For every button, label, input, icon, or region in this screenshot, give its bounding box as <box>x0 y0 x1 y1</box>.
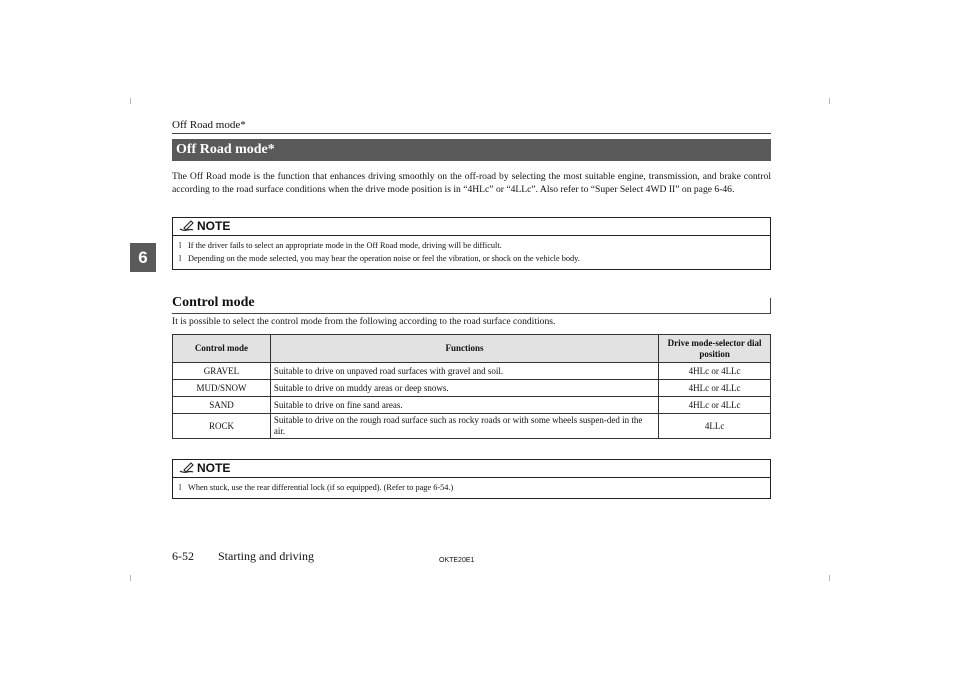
note-box-1 <box>172 217 771 270</box>
crop-mark <box>130 575 131 581</box>
note-item-text: When stuck, use the rear differential lock (if so equipped). (Refer to page 6-54.) <box>188 483 454 492</box>
control-mode-intro: It is possible to select the control mode from the following according to the road surface conditions. <box>172 316 556 327</box>
header-rule <box>172 133 771 134</box>
table-cell-function: Suitable to drive on muddy areas or deep snows. <box>270 380 658 397</box>
table-cell-mode: GRAVEL <box>173 363 271 380</box>
note-item-text: Depending on the mode selected, you may hear the operation noise or feel the vibration, or shock on the vehicle body. <box>188 254 580 263</box>
note-body <box>173 236 770 269</box>
table-cell-mode: SAND <box>173 397 271 414</box>
subheading-rule <box>172 313 771 314</box>
bullet-icon: l <box>179 241 182 250</box>
chapter-tab: 6 <box>130 243 156 272</box>
table-cell-position: 4HLc or 4LLc <box>659 380 771 397</box>
column-header-control-mode: Control mode <box>173 335 271 363</box>
section-title: Off Road mode* <box>172 139 771 161</box>
bullet-icon: l <box>179 254 182 263</box>
intro-paragraph: The Off Road mode is the function that enhances driving smoothly on the off-road by selecting the most suitable engine, transmission, and brake control according to the road surface conditions when the drive mode position is in “4HLc” or “4LLc”. Also refer to “Super Select 4WD II” on page 6-46. <box>172 171 771 195</box>
publication-code: OKTE20E1 <box>439 557 475 564</box>
table-cell-mode: MUD/SNOW <box>173 380 271 397</box>
note-header <box>173 218 770 236</box>
note-item <box>179 239 764 252</box>
column-header-functions: Functions <box>270 335 658 363</box>
crop-mark <box>130 98 131 104</box>
note-pencil-icon <box>179 220 195 232</box>
note-item <box>179 481 764 494</box>
table-cell-function: Suitable to drive on the rough road surface such as rocky roads or with some wheels suspen-ded in the air. <box>270 414 658 439</box>
note-header <box>173 460 770 478</box>
chapter-name: Starting and driving <box>218 549 314 563</box>
table-cell-function: Suitable to drive on fine sand areas. <box>270 397 658 414</box>
page-number: 6-52 <box>172 549 194 563</box>
subheading-rule-end <box>770 298 771 314</box>
table-cell-position: 4LLc <box>659 414 771 439</box>
footer <box>172 549 314 564</box>
note-box-2 <box>172 459 771 499</box>
table-row <box>173 363 771 380</box>
table-cell-position: 4HLc or 4LLc <box>659 363 771 380</box>
table-row <box>173 397 771 414</box>
note-label: NOTE <box>197 219 231 233</box>
note-body <box>173 478 770 498</box>
column-header-dial-position: Drive mode-selector dial position <box>659 335 771 363</box>
note-label: NOTE <box>197 461 231 475</box>
subheading-control-mode: Control mode <box>172 295 255 310</box>
table-header-row <box>173 335 771 363</box>
table-row <box>173 414 771 439</box>
control-mode-table <box>172 334 771 439</box>
running-head: Off Road mode* <box>172 119 246 131</box>
crop-mark <box>829 575 830 581</box>
note-pencil-icon <box>179 462 195 474</box>
note-item <box>179 252 764 265</box>
table-cell-function: Suitable to drive on unpaved road surfaces with gravel and soil. <box>270 363 658 380</box>
crop-mark <box>829 98 830 104</box>
table-cell-mode: ROCK <box>173 414 271 439</box>
bullet-icon: l <box>179 483 182 492</box>
note-item-text: If the driver fails to select an appropriate mode in the Off Road mode, driving will be difficult. <box>188 241 502 250</box>
table-cell-position: 4HLc or 4LLc <box>659 397 771 414</box>
table-row <box>173 380 771 397</box>
